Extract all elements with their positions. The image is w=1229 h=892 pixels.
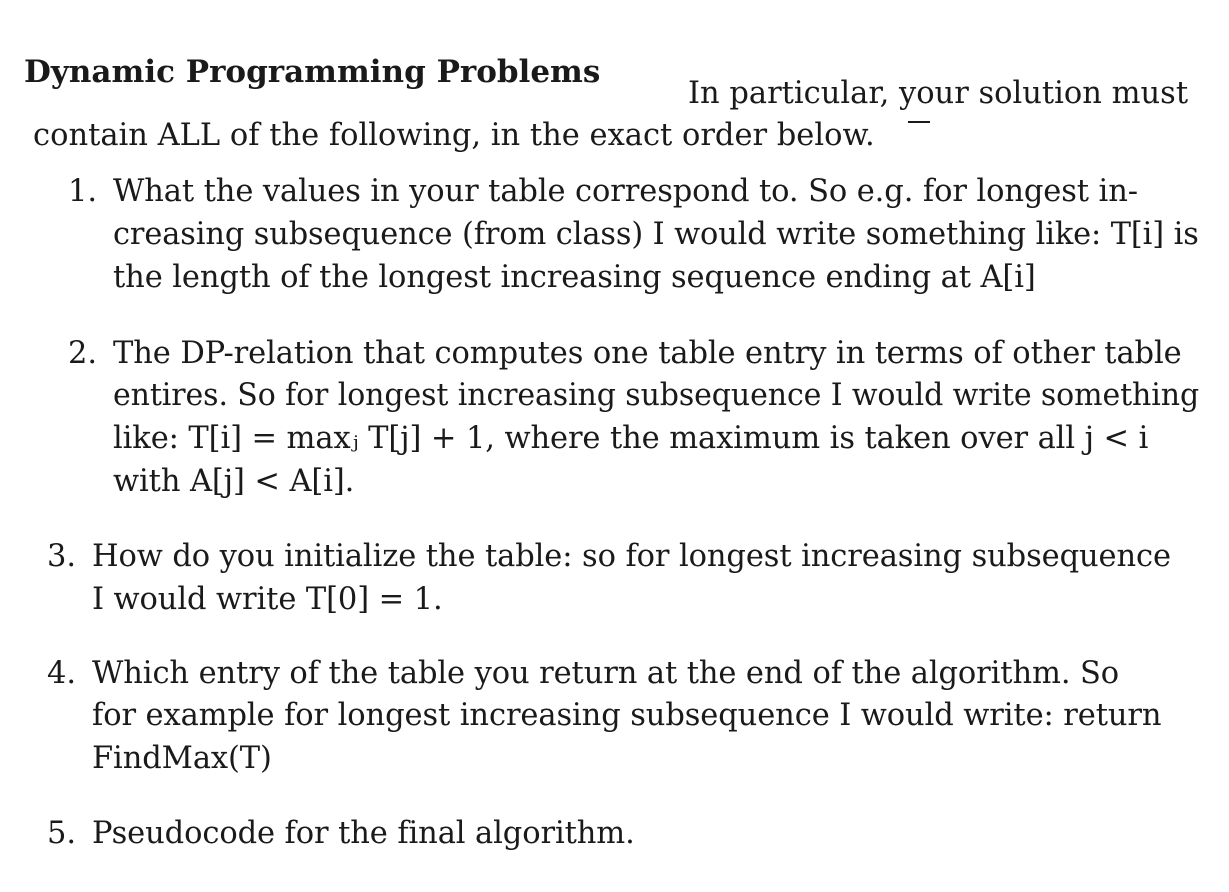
item-line: entires. So for longest increasing subsequence I would write something — [113, 378, 1200, 413]
item-line: the length of the longest increasing sequence ending at A[i] — [113, 260, 1036, 295]
item-line: FindMax(T) — [92, 741, 272, 776]
item-line: for example for longest increasing subsequence I would write: return — [92, 698, 1162, 733]
item-line: like: T[i] = maxⱼ T[j] + 1, where the maximum is taken over all j < i — [113, 421, 1149, 456]
item-line: with A[j] < A[i]. — [113, 464, 355, 499]
item-number: 3. — [47, 539, 77, 574]
page-title: Dynamic Programming Problems — [24, 54, 601, 90]
faint-mark — [908, 121, 930, 123]
intro-left-text: contain ALL of the following, in the exact order below. — [33, 118, 875, 153]
item-number: 2. — [68, 336, 98, 371]
item-number: 1. — [68, 174, 98, 209]
item-line: What the values in your table correspond to. So e.g. for longest in- — [113, 174, 1138, 209]
item-line: How do you initialize the table: so for longest increasing subsequence — [92, 539, 1171, 574]
item-line: Which entry of the table you return at the end of the algorithm. So — [92, 656, 1120, 691]
item-line: The DP-relation that computes one table entry in terms of other table — [113, 336, 1182, 371]
item-number: 4. — [47, 656, 77, 691]
intro-right-text: In particular, your solution must — [688, 76, 1189, 111]
item-line: creasing subsequence (from class) I would write something like: T[i] is — [113, 217, 1199, 252]
item-number: 5. — [47, 816, 77, 851]
item-line: I would write T[0] = 1. — [92, 582, 443, 617]
item-line: Pseudocode for the final algorithm. — [92, 816, 635, 851]
